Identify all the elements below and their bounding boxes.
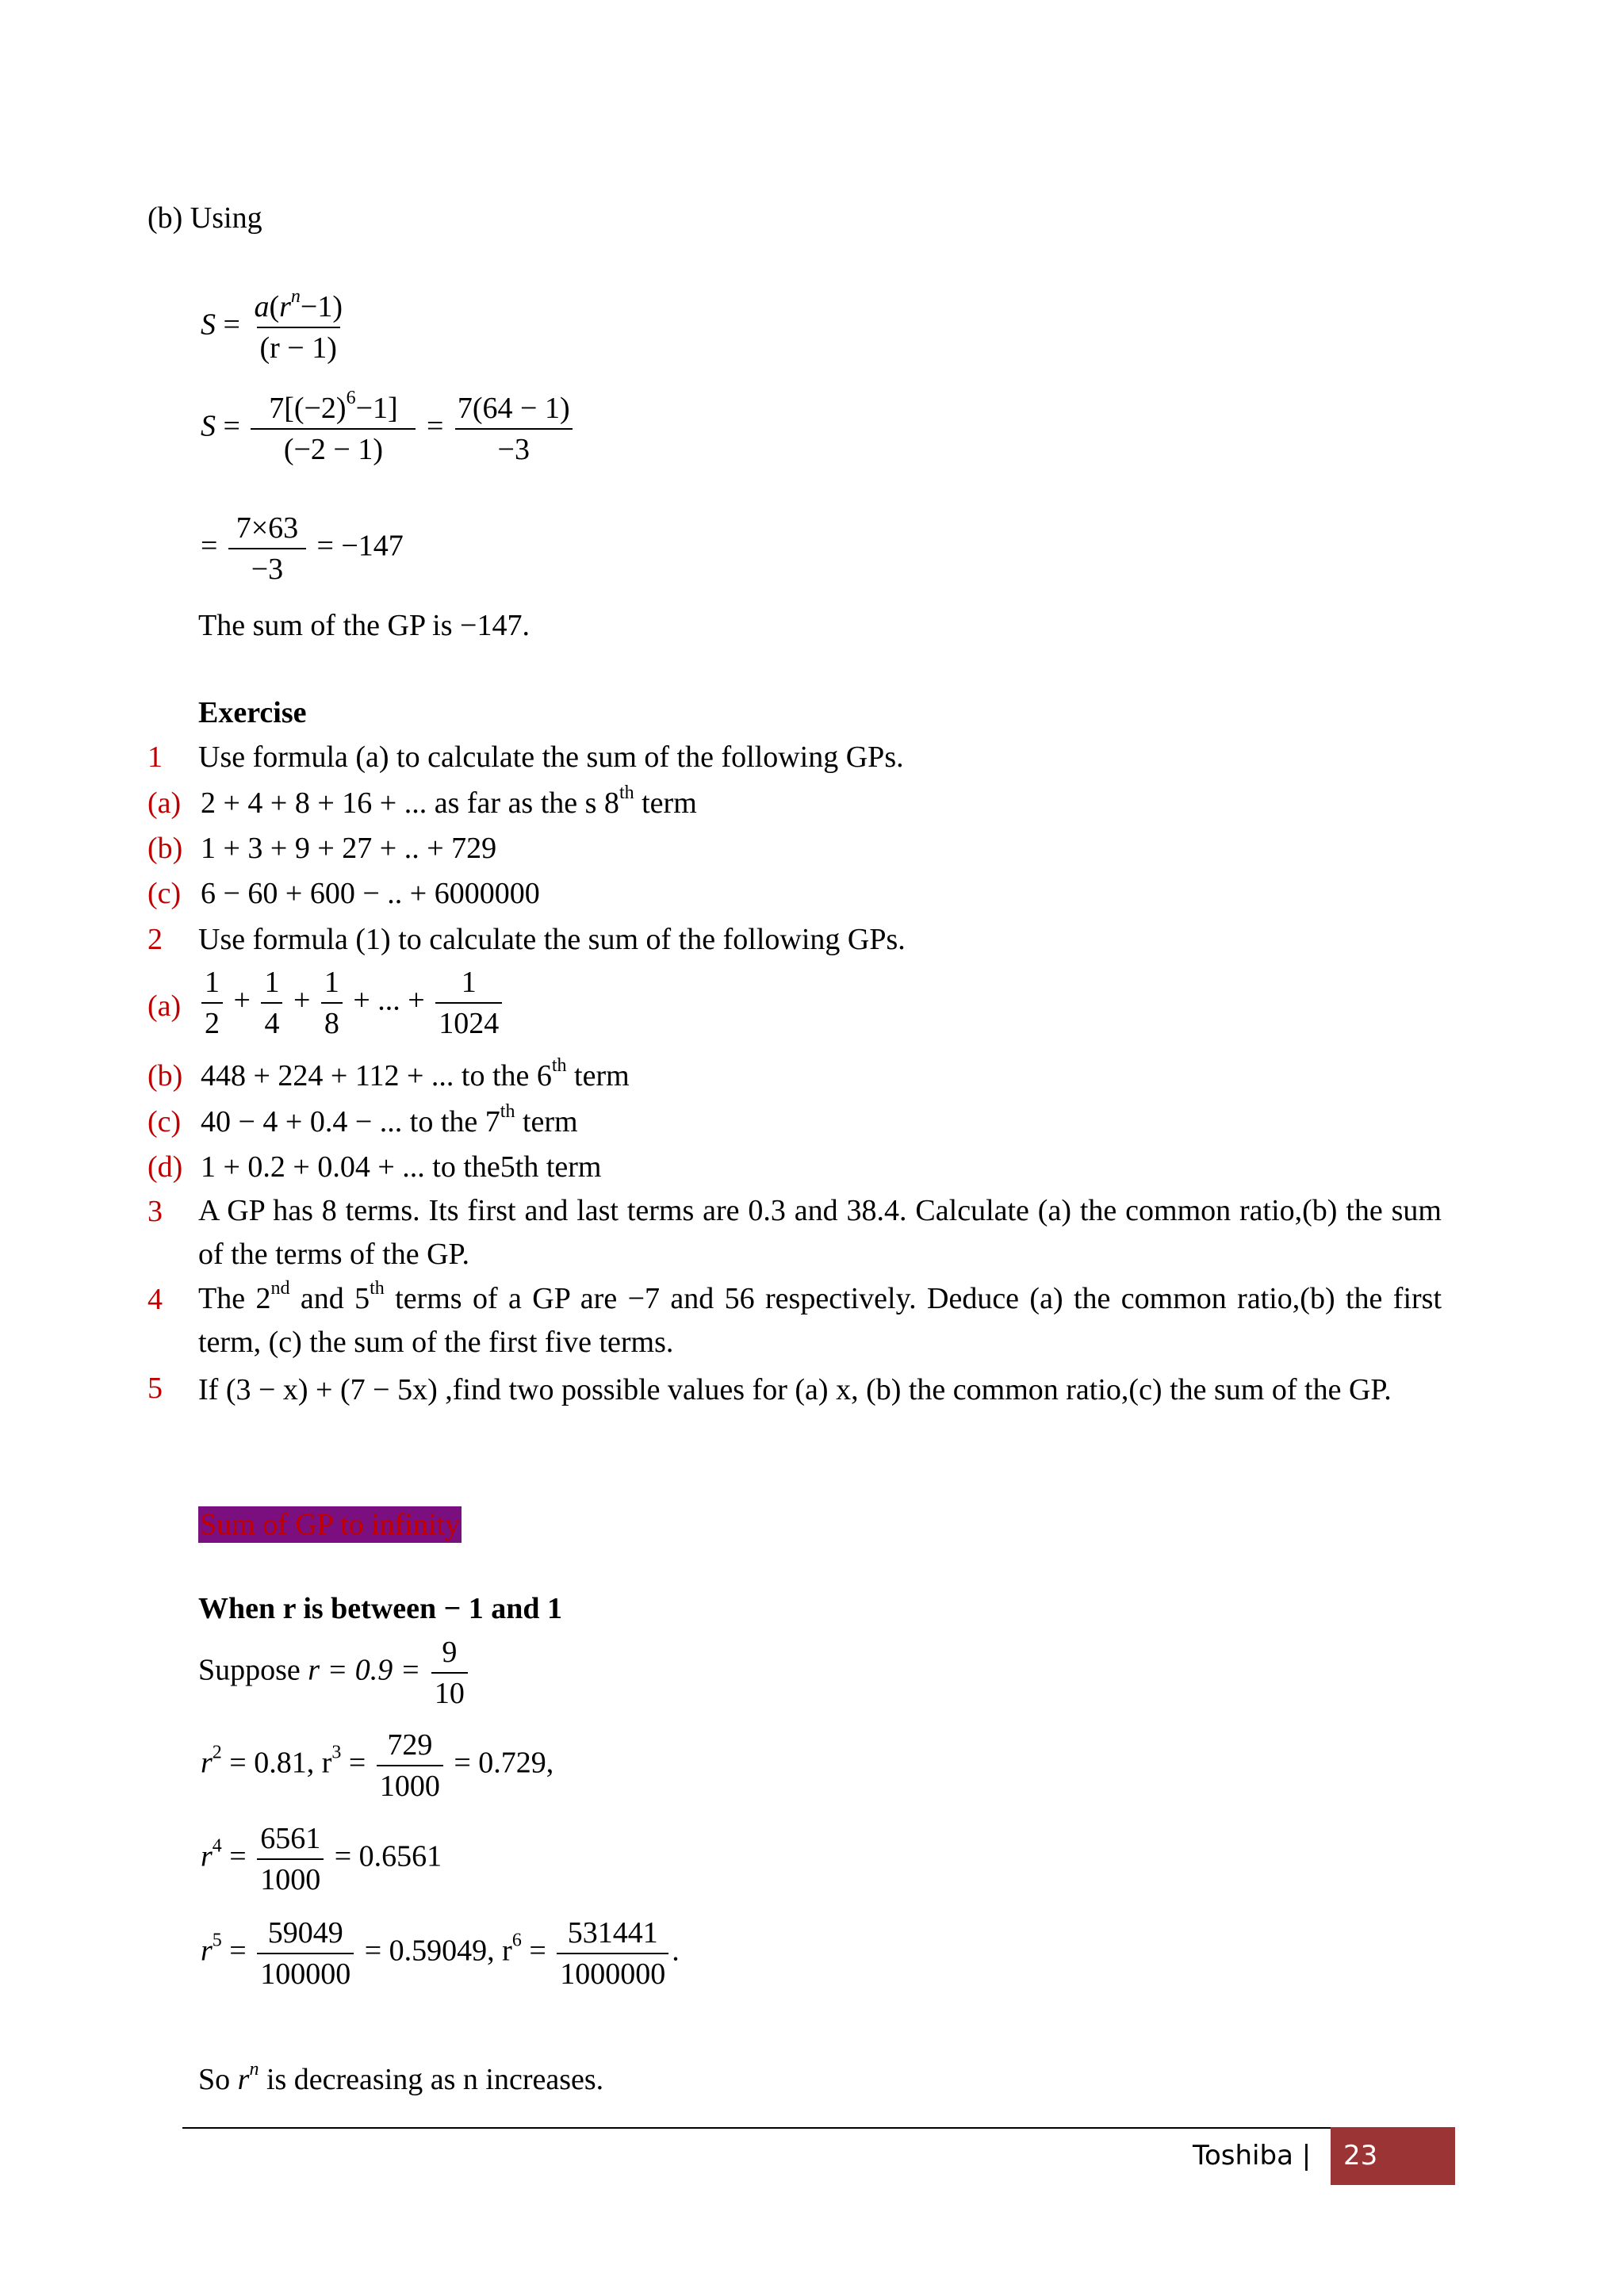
ordinal-sup: th: [619, 783, 634, 803]
footer-name: Toshiba |: [1193, 2140, 1312, 2172]
exercise-title: Exercise: [198, 696, 307, 729]
equals-sign: =: [223, 308, 240, 342]
equals-sign: =: [426, 409, 444, 443]
question-number-2: 2: [147, 923, 163, 956]
question-number-1: 1: [147, 740, 163, 774]
substituted-denominator: (−2 − 1): [251, 428, 416, 465]
r-squared-line: $r^2 = 0.81$, $r^3$ = $\frac{729}{1000}$ = 0.729,: [201, 1728, 554, 1803]
result-denominator: −3: [228, 548, 306, 584]
sum-symbol: S: [201, 308, 216, 342]
equals-sign: =: [223, 409, 240, 443]
q2-part-b: 448 + 224 + 112 + ... to the 6th term: [201, 1055, 630, 1093]
q1-part-b: 1 + 3 + 9 + 27 + .. + 729: [201, 832, 497, 865]
q1-part-a: [201, 783, 697, 820]
plus-ellipsis: + ... +: [353, 983, 425, 1017]
plus: +: [293, 983, 311, 1017]
fraction-6561: $\frac{6561}{1000}$: [257, 1823, 324, 1895]
fraction-729: $\frac{729}{1000}$: [377, 1730, 443, 1801]
expr: 2 + 4 + 8 + 16 + ...: [201, 786, 427, 820]
fraction-531441: $\frac{531441}{1000000}$: [557, 1918, 668, 1989]
part-b-heading: (b) Using: [147, 201, 262, 235]
substituted-fraction: [251, 388, 416, 466]
exponent-6: 6: [346, 388, 356, 408]
exponent-n: n: [290, 286, 301, 307]
general-denominator: (r − 1): [257, 327, 340, 363]
simplified-fraction: [454, 393, 573, 465]
q2-part-c: 40 − 4 + 0.4 − ... to the 7th term: [201, 1101, 578, 1138]
fraction-half: $\frac{1}{2}$: [201, 967, 223, 1039]
r-fifth-line: $r^5$ = $\frac{59049}{100000}$ = 0.59049, $r^6$ = $\frac{531441}{1000000}$ .: [201, 1916, 680, 1991]
simplified-numerator: 7(64 − 1): [457, 392, 570, 425]
sum-symbol: S: [201, 409, 216, 443]
question-4-text: The 2nd and 5th terms of a GP are −7 and 56 respectively. Deduce (a) the common ratio,(b) the first term, (c) the sum of the first five terms.: [198, 1278, 1442, 1359]
suppose-line: Suppose r = 0.9 = $\frac{9}{10}$: [198, 1637, 471, 1709]
formula-result: [201, 513, 404, 584]
question-number-3: 3: [147, 1195, 163, 1228]
section-heading-infinity: Sum of GP to infinity: [200, 1508, 460, 1541]
decreasing-statement: So $r^n$ is decreasing as n increases.: [198, 2059, 604, 2096]
formula-substituted: [201, 388, 576, 466]
fraction-nine-tenths: $\frac{9}{10}$: [431, 1637, 468, 1709]
page-number: 23: [1343, 2140, 1378, 2172]
q2-part-label-c: (c): [147, 1105, 182, 1138]
question-3-text: A GP has 8 terms. Its first and last terms are 0.3 and 38.4. Calculate (a) the common ratio,(b) the sum of the terms of the GP.: [198, 1194, 1442, 1271]
equals-sign: =: [201, 529, 218, 563]
result-value: = −147: [316, 529, 404, 563]
part-b-conclusion: The sum of the GP is −147.: [198, 609, 530, 642]
tail2: term: [634, 786, 697, 820]
tail: as far as the s 8: [427, 786, 619, 820]
q2-part-label-b: (b): [147, 1059, 183, 1093]
infinity-subheading: When r is between − 1 and 1: [198, 1592, 563, 1625]
simplified-denominator: −3: [455, 428, 573, 465]
num-text: 7[(−2): [269, 392, 347, 425]
fraction-last: $\frac{1}{1024}$: [435, 967, 502, 1039]
q1-part-label-a: (a): [147, 786, 182, 820]
footer-rule: [182, 2127, 1455, 2129]
question-1-text: Use formula (a) to calculate the sum of the following GPs.: [198, 740, 904, 774]
q1-part-label-b: (b): [147, 832, 183, 865]
question-2-text: Use formula (1) to calculate the sum of the following GPs.: [198, 923, 906, 956]
question-5-text: If (3 − x) + (7 − 5x) ,find two possible values for (a) x, (b) the common ratio,(c) the sum of the GP.: [198, 1373, 1392, 1406]
plus: +: [233, 983, 251, 1017]
num-end: −1]: [355, 392, 398, 425]
fraction-quarter: $\frac{1}{4}$: [261, 967, 282, 1039]
q2-part-a: [198, 967, 505, 1039]
q1-part-label-c: (c): [147, 877, 182, 910]
result-numerator: 7×63: [236, 511, 299, 545]
fraction-59049: $\frac{59049}{100000}$: [257, 1918, 354, 1989]
question-number-4: 4: [147, 1283, 163, 1316]
q2-part-d: 1 + 0.2 + 0.04 + ... to the5th term: [201, 1150, 602, 1184]
q2-part-label-d: (d): [147, 1150, 183, 1184]
term-r: r: [279, 290, 291, 323]
fraction-eighth: $\frac{1}{8}$: [321, 967, 343, 1039]
formula-general: [201, 286, 349, 365]
paren: (: [269, 290, 280, 323]
q2-part-label-a: (a): [147, 989, 182, 1023]
term-a: a: [254, 290, 270, 323]
general-fraction: [251, 286, 346, 365]
r-fourth-line: $r^4$ = $\frac{6561}{1000}$ = 0.6561: [201, 1822, 442, 1896]
result-fraction: [228, 513, 306, 584]
num-rest: −1): [300, 290, 343, 323]
q1-part-c: 6 − 60 + 600 − .. + 6000000: [201, 877, 540, 910]
question-number-5: 5: [147, 1372, 163, 1405]
